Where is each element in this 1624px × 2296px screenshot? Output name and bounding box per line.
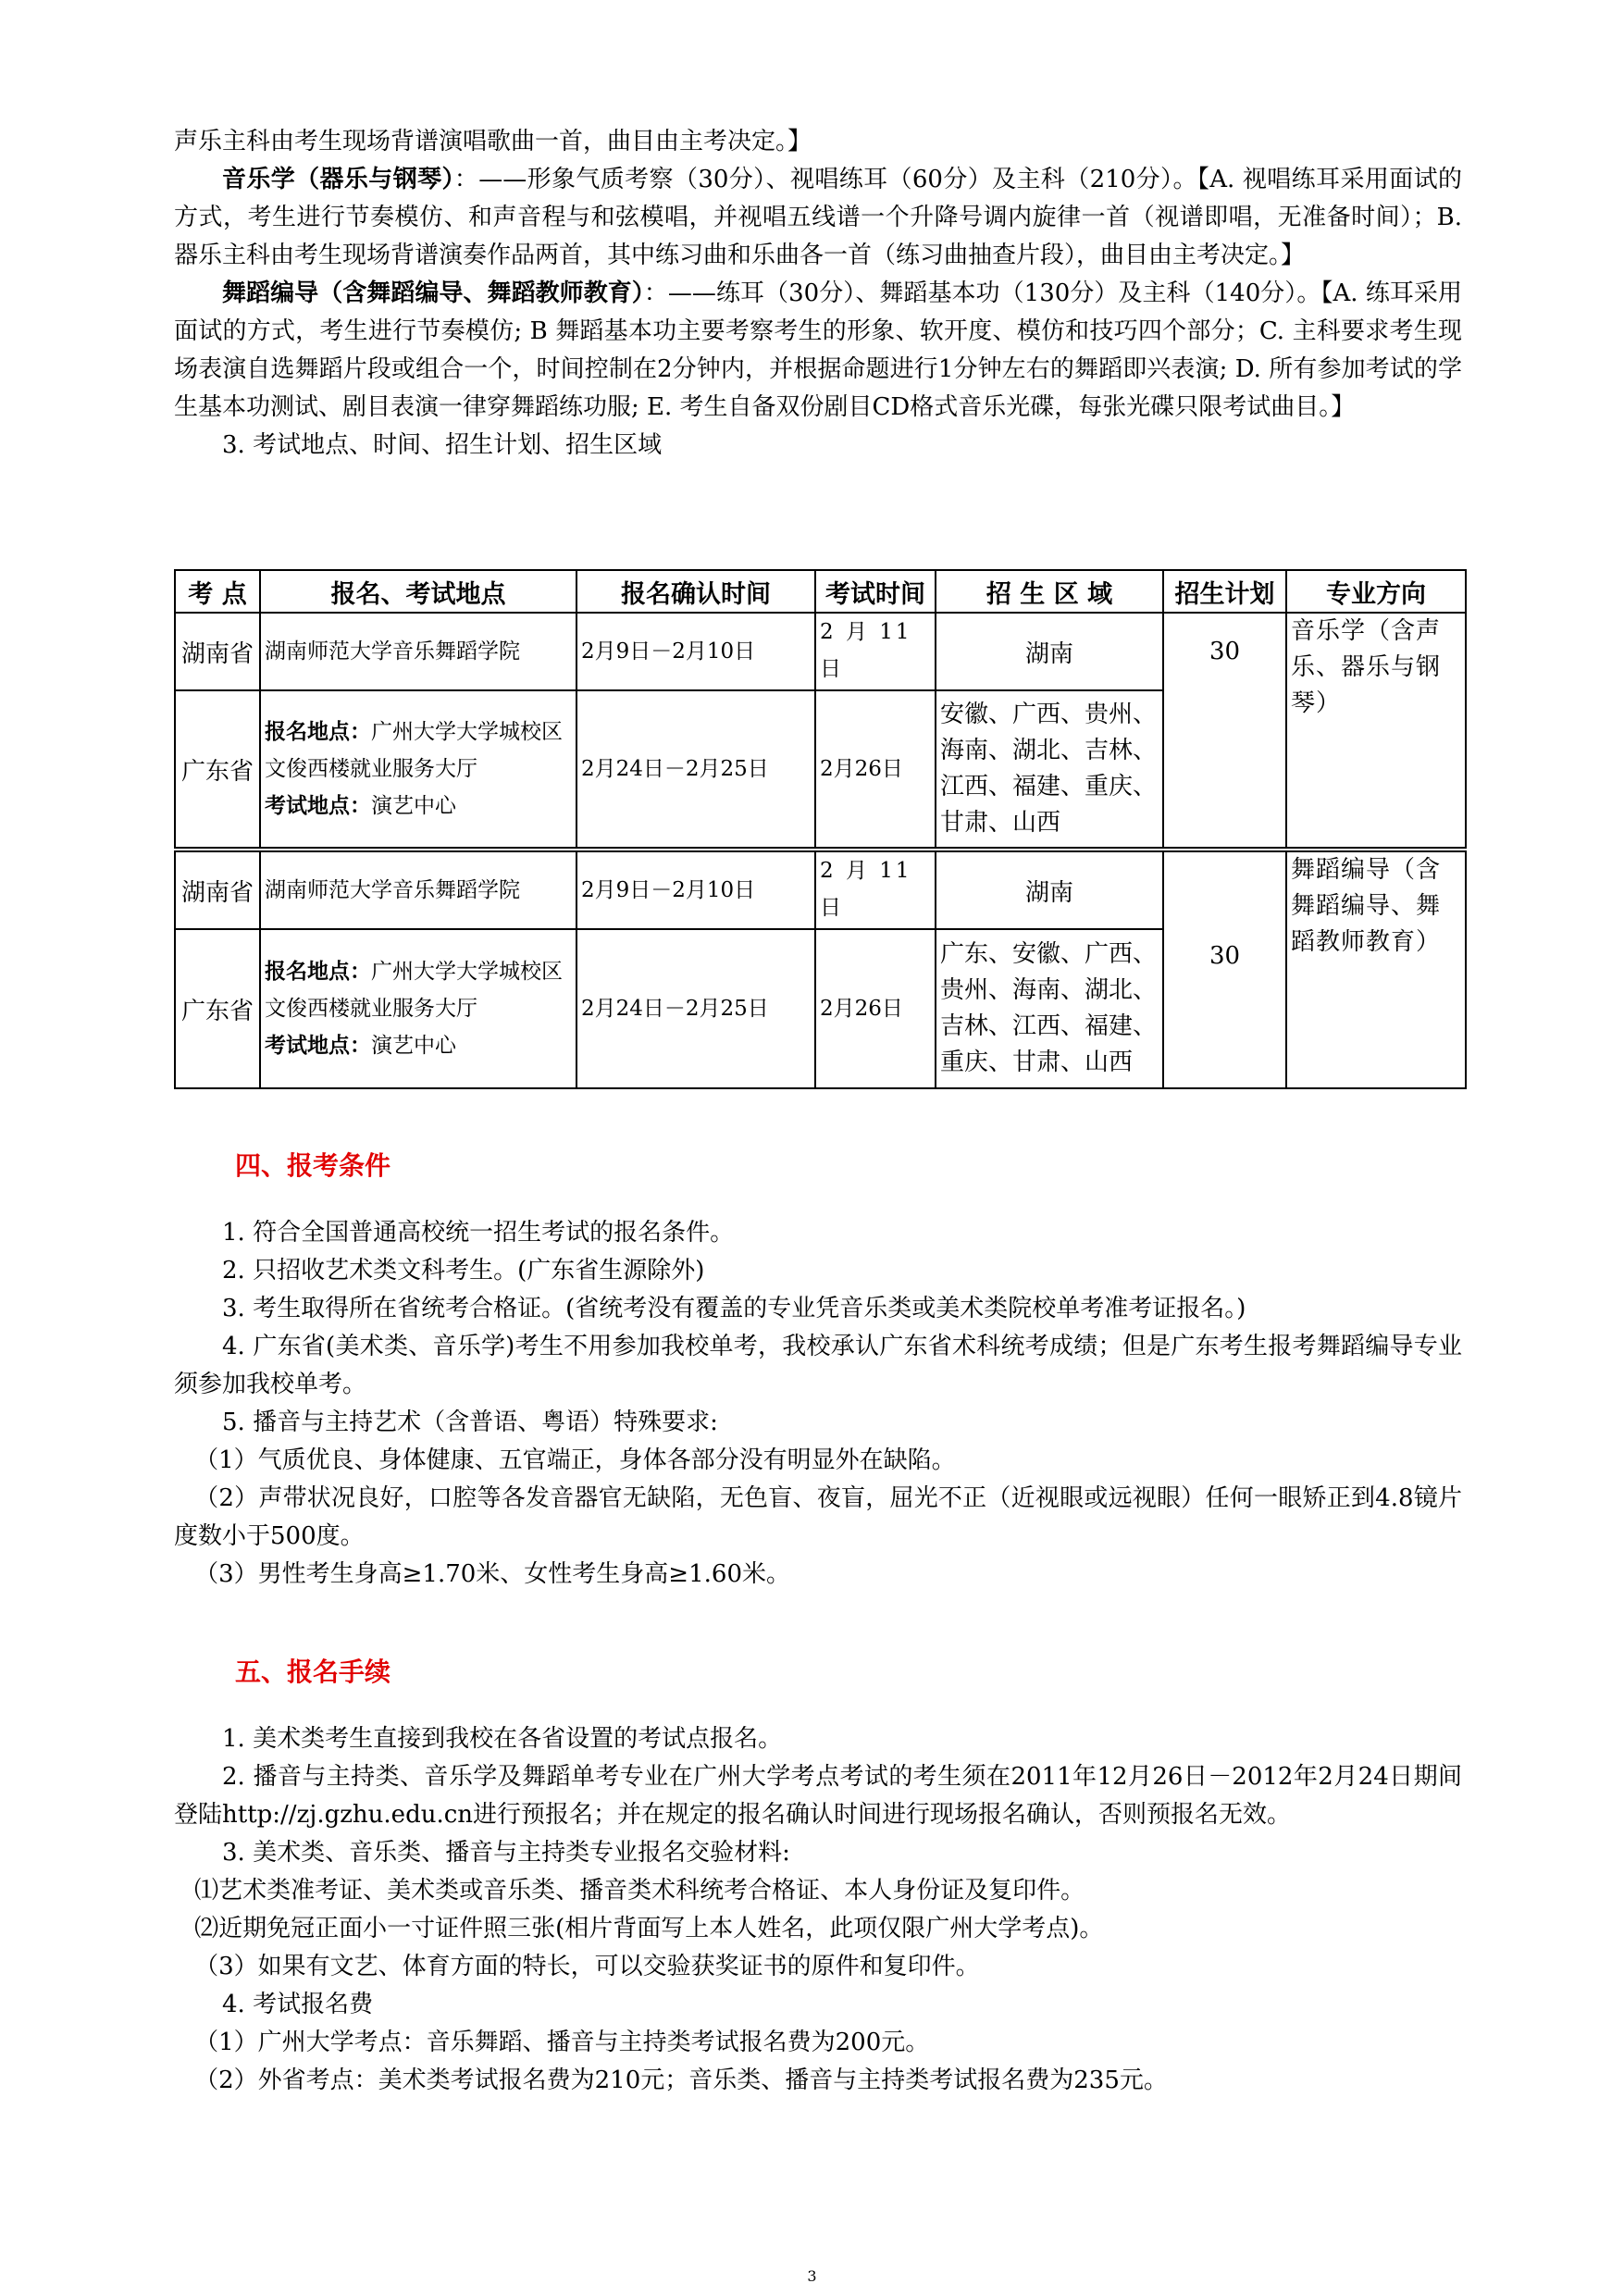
- region-cell: 广东、安徽、广西、贵州、海南、湖北、吉林、江西、福建、重庆、甘肃、山西: [936, 929, 1163, 1088]
- place-cell: 湖南师范大学音乐舞蹈学院: [260, 850, 576, 929]
- exam-time-cell: 2月26日: [815, 929, 936, 1088]
- header-cell: 招生计划: [1163, 570, 1286, 613]
- music-heading: 音乐学（器乐与钢琴）: [222, 166, 454, 193]
- table-header-row: [175, 570, 1466, 613]
- dance-heading: 舞蹈编导（含舞蹈编导、舞蹈教师教育）: [222, 279, 644, 307]
- confirm-time-cell: 2月24日－2月25日: [576, 690, 815, 850]
- exam-time-cell: 2月26日: [815, 690, 936, 850]
- list-item: （3）男性考生身高≥1.70米、女性考生身高≥1.60米。: [194, 1560, 790, 1588]
- upper-text: [174, 123, 1462, 465]
- confirm-time-cell: 2月9日－2月10日: [576, 850, 815, 929]
- plan-cell: 30: [1163, 850, 1286, 1088]
- exam-schedule-table: [174, 569, 1467, 1089]
- list-item: 1. 符合全国普通高校统一招生考试的报名条件。: [222, 1219, 735, 1247]
- place-label: 报名地点：: [265, 719, 371, 744]
- list-item: 2. 播音与主持类、音乐学及舞蹈单考专业在广州大学考点考试的考生须在2011年12月26日－2012年2月24日期间登陆http://zj.gzhu.edu.cn进行预报名；并在规定的报名确认时间进行现场报名确认，否则预报名无效。: [174, 1763, 1462, 1829]
- item-3-heading: 3. 考试地点、时间、招生计划、招生区域: [222, 431, 663, 459]
- place-value: 广州大学大学城校区文俊西楼就业服务大厅: [265, 720, 563, 781]
- place-label: 考试地点：: [265, 793, 371, 818]
- header-cell: 招 生 区 域: [936, 570, 1163, 613]
- table-row: [175, 613, 1466, 690]
- region-cell: 湖南: [936, 850, 1163, 929]
- list-item: （2）外省考点：美术类考试报名费为210元；音乐类、播音与主持类考试报名费为235元。: [194, 2066, 1168, 2094]
- place-value: 演艺中心: [371, 1034, 456, 1058]
- header-cell: 报名、考试地点: [260, 570, 576, 613]
- section-5: [174, 1652, 1462, 2100]
- paragraph-continued: 声乐主科由考生现场背谱演唱歌曲一首，曲目由主考决定。】: [174, 128, 812, 155]
- header-cell: 考试时间: [815, 570, 936, 613]
- list-item: ⑵近期免冠正面小一寸证件照三张(相片背面写上本人姓名，此项仅限广州大学考点)。: [194, 1915, 1104, 1942]
- place-label: 考试地点：: [265, 1033, 371, 1058]
- direction-cell: 音乐学（含声乐、器乐与钢琴）: [1286, 613, 1466, 850]
- region-cell: 湖南: [936, 613, 1163, 690]
- province-cell: 湖南省: [175, 850, 260, 929]
- region-cell: 安徽、广西、贵州、海南、湖北、吉林、江西、福建、重庆、甘肃、山西: [936, 690, 1163, 850]
- music-body: ：——形象气质考察（30分）、视唱练耳（60分）及主科（210分）。【A. 视唱练耳采用面试的方式，考生进行节奏模仿、和声音程与和弦模唱，并视唱五线谱一个升降号调内旋律一首（视谱即唱，无准备时间）；B. 器乐主科由考生现场背谱演奏作品两首，其中练习曲和乐曲各一首（练习曲抽查片段），曲目由主考决定。】: [174, 166, 1462, 269]
- section-5-title: 五、报名手续: [235, 1657, 391, 1687]
- place-cell: 湖南师范大学音乐舞蹈学院: [260, 613, 576, 690]
- place-label: 报名地点：: [265, 959, 371, 984]
- list-item: 4. 广东省(美术类、音乐学)考生不用参加我校单考，我校承认广东省术科统考成绩；但是广东考生报考舞蹈编导专业须参加我校单考。: [174, 1333, 1462, 1398]
- province-cell: 广东省: [175, 690, 260, 850]
- page-number: 3: [807, 2267, 817, 2285]
- section-4: [174, 1146, 1462, 1594]
- place-cell: [260, 929, 576, 1088]
- paragraph-music: [174, 161, 1462, 275]
- confirm-time-cell: 2月9日－2月10日: [576, 613, 815, 690]
- dance-body: ：——练耳（30分）、舞蹈基本功（130分）及主科（140分）。【A. 练耳采用面试的方式，考生进行节奏模仿; B 舞蹈基本功主要考察考生的形象、软开度、模仿和技巧四个部分；C. 主科要求考生现场表演自选舞蹈片段或组合一个，时间控制在2分钟内，并根据命题进行1分钟左右的舞蹈即兴表演; D. 所有参加考试的学生基本功测试、剧目表演一律穿舞蹈练功服; E. 考生自备双份剧目CD格式音乐光碟，每张光碟只限考试曲目。】: [174, 279, 1462, 421]
- list-item: ⑴艺术类准考证、美术类或音乐类、播音类术科统考合格证、本人身份证及复印件。: [194, 1877, 1085, 1905]
- list-item: （1）气质优良、身体健康、五官端正，身体各部分没有明显外在缺陷。: [194, 1446, 956, 1474]
- table-row: [175, 850, 1466, 929]
- list-item: 3. 美术类、音乐类、播音与主持类专业报名交验材料:: [222, 1839, 790, 1867]
- header-cell: 专业方向: [1286, 570, 1466, 613]
- list-item: （1）广州大学考点：音乐舞蹈、播音与主持类考试报名费为200元。: [194, 2029, 930, 2056]
- list-item: 2. 只招收艺术类文科考生。(广东省生源除外): [222, 1257, 705, 1285]
- paragraph-dance: [174, 275, 1462, 427]
- place-value: 演艺中心: [371, 794, 456, 818]
- list-item: 5. 播音与主持艺术（含普语、粤语）特殊要求:: [222, 1409, 718, 1436]
- confirm-time-cell: 2月24日－2月25日: [576, 929, 815, 1088]
- exam-time-cell: 2 月 11 日: [815, 850, 936, 929]
- list-item: 4. 考试报名费: [222, 1991, 374, 2018]
- list-item: 3. 考生取得所在省统考合格证。(省统考没有覆盖的专业凭音乐类或美术类院校单考准考证报名。): [222, 1295, 1246, 1322]
- header-cell: 考 点: [175, 570, 260, 613]
- list-item: 1. 美术类考生直接到我校在各省设置的考试点报名。: [222, 1725, 783, 1753]
- list-item: （2）声带状况良好，口腔等各发音器官无缺陷，无色盲、夜盲，屈光不正（近视眼或远视眼）任何一眼矫正到4.8镜片度数小于500度。: [174, 1484, 1462, 1550]
- place-cell: [260, 690, 576, 850]
- province-cell: 湖南省: [175, 613, 260, 690]
- header-cell: 报名确认时间: [576, 570, 815, 613]
- section-4-title: 四、报考条件: [235, 1150, 391, 1181]
- list-item: （3）如果有文艺、体育方面的特长，可以交验获奖证书的原件和复印件。: [194, 1953, 980, 1980]
- direction-cell: 舞蹈编导（含舞蹈编导、舞蹈教师教育）: [1286, 850, 1466, 1088]
- place-value: 广州大学大学城校区文俊西楼就业服务大厅: [265, 960, 563, 1021]
- plan-cell: 30: [1163, 613, 1286, 850]
- province-cell: 广东省: [175, 929, 260, 1088]
- exam-time-cell: 2 月 11 日: [815, 613, 936, 690]
